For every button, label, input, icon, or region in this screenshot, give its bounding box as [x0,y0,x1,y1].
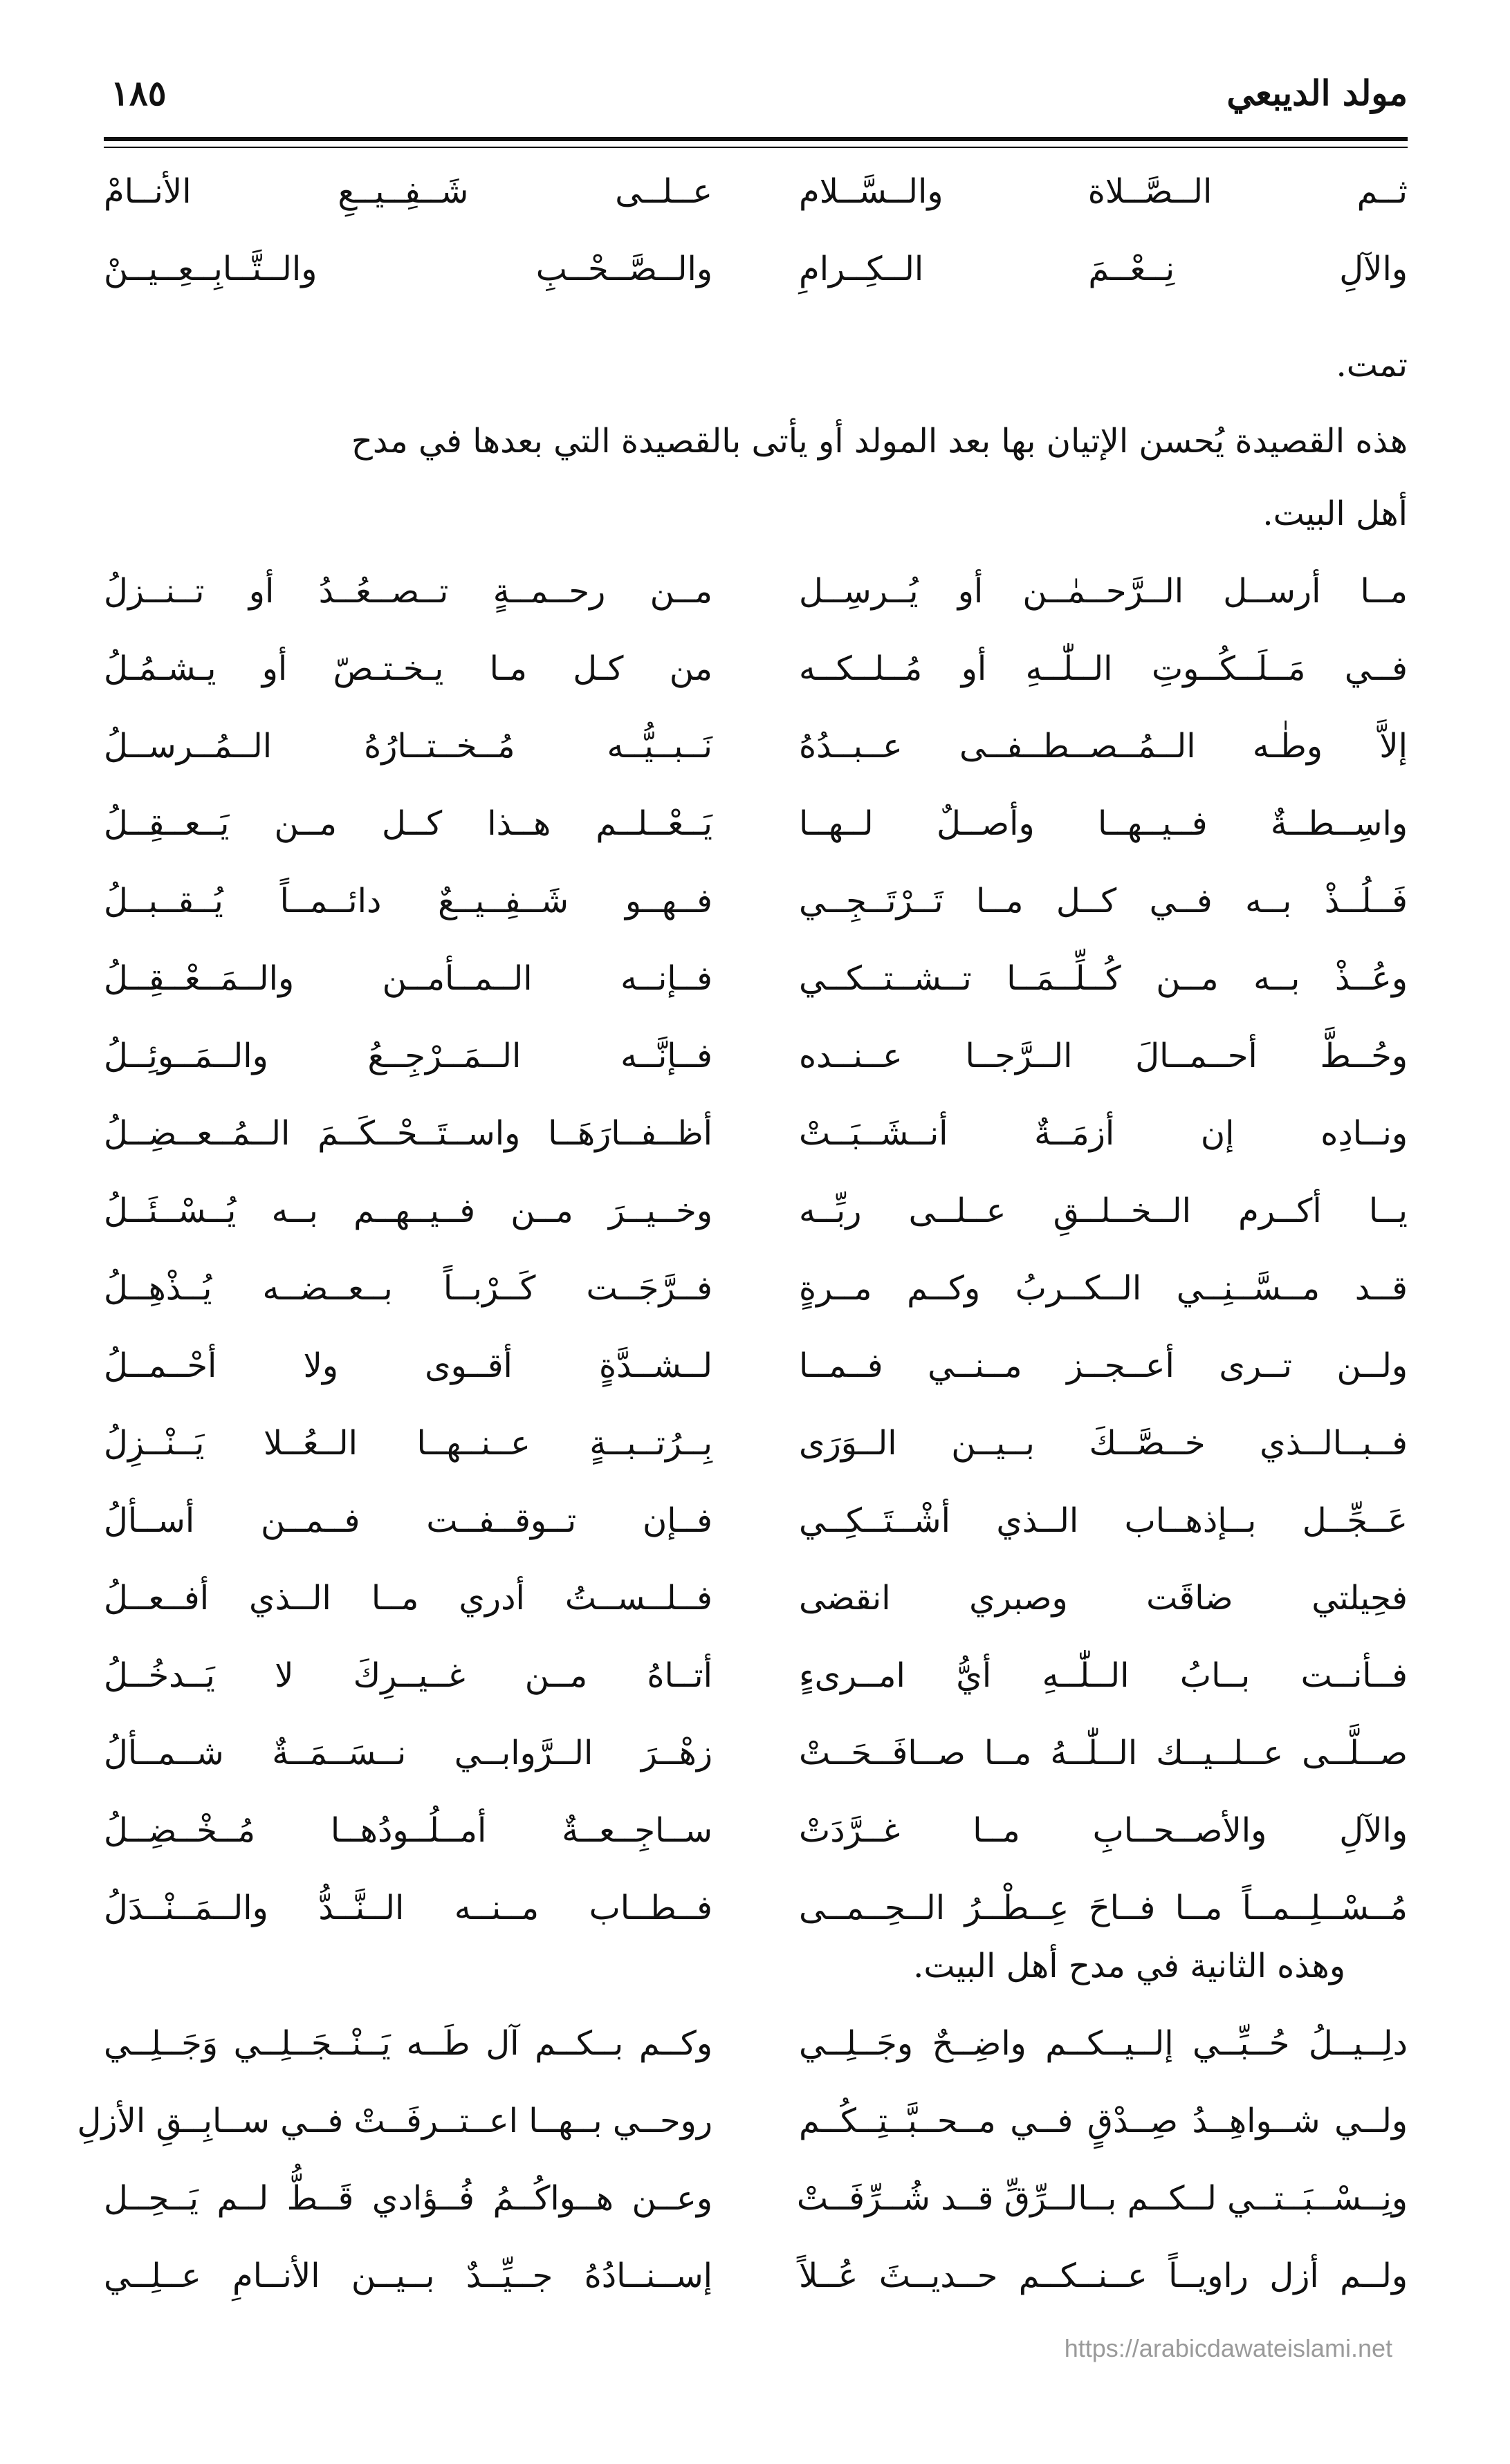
verse-row [104,1250,1408,1328]
verse-left-hemistich: فــرَّجَــت كَــرْبــاً بــعــضــه يُــذْهِــلُ [104,1269,712,1308]
verse-row [104,1328,1408,1405]
verse-right-hemistich: قــد مــسَّــنِــي الــكــربُ وكــم مــرةٍ [799,1269,1408,1308]
verse-left-hemistich: نَــبــيُّــه مُــخــتــارُهُ الــمُــرســلُ [104,727,712,766]
verse-row [104,1405,1408,1483]
verse-row [104,2160,1408,2238]
poem-first [104,553,1408,1947]
verse-left-hemistich: زهْــرَ الــرَّوابــي نــسَــمَــةٌ شــمــألُ [104,1734,712,1773]
verse-left-hemistich: والــصَّــحْــبِ والــتَّــابِــعِــيــنْ [104,250,712,289]
verse-right-hemistich: يــا أكــرم الــخــلــقِ عــلــى ربِّــه [799,1192,1408,1231]
verse-right-hemistich: فــأنــت بــابُ الــلّٰــهِ أيُّ امــرىءٍ [799,1656,1408,1696]
verse-right-hemistich: عَــجِّــل بــإذهــاب الــذي أشْــتَــكِــي [799,1501,1408,1541]
verse-right-hemistich: وحُــطَّ أحــمــالَ الــرَّجــا عــنــده [799,1037,1408,1076]
verse-left-hemistich: روحــي بــهــا اعــتــرفَــتْ فــي ســابِــقِ الأزلِ [77,2102,712,2141]
poem-second [77,2006,1408,2315]
verse-left-hemistich: عــلــى شَــفِــيــعِ الأنــامْ [104,172,712,212]
book-title: مولد الديبعي [1226,73,1408,113]
verse-left-hemistich: وخــيــرَ مــن فــيــهــم بــه يُــسْــئَــلُ [104,1192,712,1231]
verse-row [104,231,1408,308]
verse-left-hemistich: فــطــاب مــنــه الــنَّــدُّ والــمَــنْــدَلُ [104,1889,712,1928]
header-rule-thick [104,137,1408,141]
page-number: ١٨٥ [111,73,167,113]
verse-row [104,1018,1408,1095]
verse-right-hemistich: والآلِ نِــعْــمَ الــكِــرامِ [799,250,1408,289]
verse-row [104,1793,1408,1870]
verse-right-hemistich: ولــن تــرى أعــجــز مــنــي فــمــا [799,1346,1408,1386]
verse-right-hemistich: وعُــذْ بــه مــن كُــلِّــمَــا تــشــتــكــي [799,959,1408,999]
verse-left-hemistich: فــإنَّــه الــمَــرْجِــعُ والــمَــوئِــلُ [104,1037,712,1076]
verse-row [77,2083,1408,2160]
verse-right-hemistich: صــلَّــى عــلــيــك الــلّٰــهُ مــا صــافَــحَــتْ [799,1734,1408,1773]
verse-row [104,786,1408,863]
verse-row [104,1715,1408,1793]
verse-row [104,2006,1408,2083]
verse-right-hemistich: ولــم أزل راويــاً عــنــكــم حــديــثَ عُــلاً [799,2257,1408,2296]
tammat-text: تمت. [1336,346,1408,385]
verse-right-hemistich: والآلِ والأصــحــابِ مــا غــرَّدَتْ [799,1811,1408,1851]
verse-right-hemistich: فَــلُــذْ بــه فــي كــل مــا تَــرْتَــجِــي [799,882,1408,921]
verse-left-hemistich: إســنــادُهُ جــيِّــدٌ بــيــن الأنــامِ عــلِــي [104,2257,712,2296]
site-watermark: https://arabicdawateislami.net [1064,2334,1392,2362]
closing-verses [104,154,1408,308]
verse-right-hemistich: مــا أرســل الــرَّحــمٰــن أو يُــرسِــل [799,572,1408,611]
verse-right-hemistich: فــي مَــلَــكُــوتِ الــلّٰــهِ أو مُــلــكــه [799,649,1408,689]
verse-left-hemistich: من كـل مـا يـخـتـصّ أو يـشـمُـلُ [104,649,712,689]
verse-left-hemistich: فــإنــه الــمــأمــن والــمَــعْــقِــلُ [104,959,712,999]
verse-row [104,2238,1408,2315]
verse-left-hemistich: فــإن تــوقــفــت فــمــن أســألُ [104,1501,712,1541]
verse-right-hemistich: ولــي شــواهِــدُ صِــدْقٍ فــي مــحــبَّــتِــكُــم [799,2102,1408,2141]
verse-left-hemistich: لــشــدَّةٍ أقــوى ولا أحْــمــلُ [104,1346,712,1386]
verse-row [104,1173,1408,1250]
verse-left-hemistich: وكــم بــكــم آل طَــه يَــنْــجَــلِــي وَجَــلِــي [104,2024,712,2064]
verse-left-hemistich: فــلــســتُ أدري مــا الــذي أفــعــلُ [104,1579,712,1618]
verse-left-hemistich: وعــن هــواكُــمُ فُــؤادي قَــطُّ لــم يَــحِــل [104,2179,712,2218]
note-paragraph: هذه القصيدة يُحسن الإتيان بها بعد المولد أو يأتى بالقصيدة التي بعدها في مدح [351,422,1408,461]
verse-row [104,631,1408,708]
verse-row [104,553,1408,631]
page-header [104,66,1408,142]
verse-row [104,941,1408,1018]
verse-left-hemistich: أظــفــارَهَــا واســتَــحْــكَــمَ الــمُــعــضِــلُ [104,1114,712,1154]
verse-right-hemistich: ونِــسْــبَــتــي لــكــم بــالــرِّقِّ قــد شُــرِّفَــتْ [796,2179,1408,2218]
second-poem-heading: وهذه الثانية في مدح أهل البيت. [913,1947,1345,1985]
verse-row [104,1638,1408,1715]
verse-row [104,863,1408,941]
note-paragraph-end: أهل البيت. [1262,494,1408,533]
header-rule-thin [104,147,1408,148]
verse-right-hemistich: فــبــالــذي خــصَّــكَ بــيــن الــوَرَى [799,1424,1408,1463]
verse-row [104,1560,1408,1638]
verse-right-hemistich: مُــسْــلِــمــاً مــا فــاحَ عِــطْــرُ الــحِــمــى [799,1889,1408,1928]
verse-left-hemistich: يَــعْــلــم هــذا كــل مــن يَــعــقِــلُ [104,804,712,844]
verse-right-hemistich: ثــم الــصَّــلاة والــسَّــلام [799,172,1408,212]
verse-right-hemistich: دلِــيــلُ حُــبِّــي إلــيــكــم واضِــحٌ وجَــلِــي [799,2024,1408,2064]
verse-left-hemistich: مــن رحــمــةٍ تــصــعُــدُ أو تــنــزلُ [104,572,712,611]
verse-right-hemistich: واسِــطــةٌ فــيــهــا وأصــلٌ لــهــا [799,804,1408,844]
verse-row [104,708,1408,786]
verse-row [104,1483,1408,1560]
verse-row [104,1870,1408,1947]
verse-left-hemistich: أتــاهُ مــن غــيــرِكَ لا يَــدخُــلُ [104,1656,712,1696]
verse-right-hemistich: إلاَّ وطٰـه الــمُــصــطــفــى عــبــدُهُ [799,727,1408,766]
verse-row [104,154,1408,231]
verse-right-hemistich: ونــادِه إن أزمَــةٌ أنــشَــبَــتْ [799,1114,1408,1154]
verse-left-hemistich: فــهــو شَــفِــيــعٌ دائــمــاً يُــقــبــلُ [104,882,712,921]
verse-right-hemistich: فحِيلتي ضاقَت وصبري انقضى [799,1579,1408,1618]
verse-left-hemistich: ســاجِــعــةٌ أمــلُــودُهــا مُــخْــضِــلُ [104,1811,712,1851]
verse-left-hemistich: بِــرُتــبــةٍ عــنــهــا الــعُــلا يَــنْــزِلُ [104,1424,712,1463]
verse-row [104,1095,1408,1173]
